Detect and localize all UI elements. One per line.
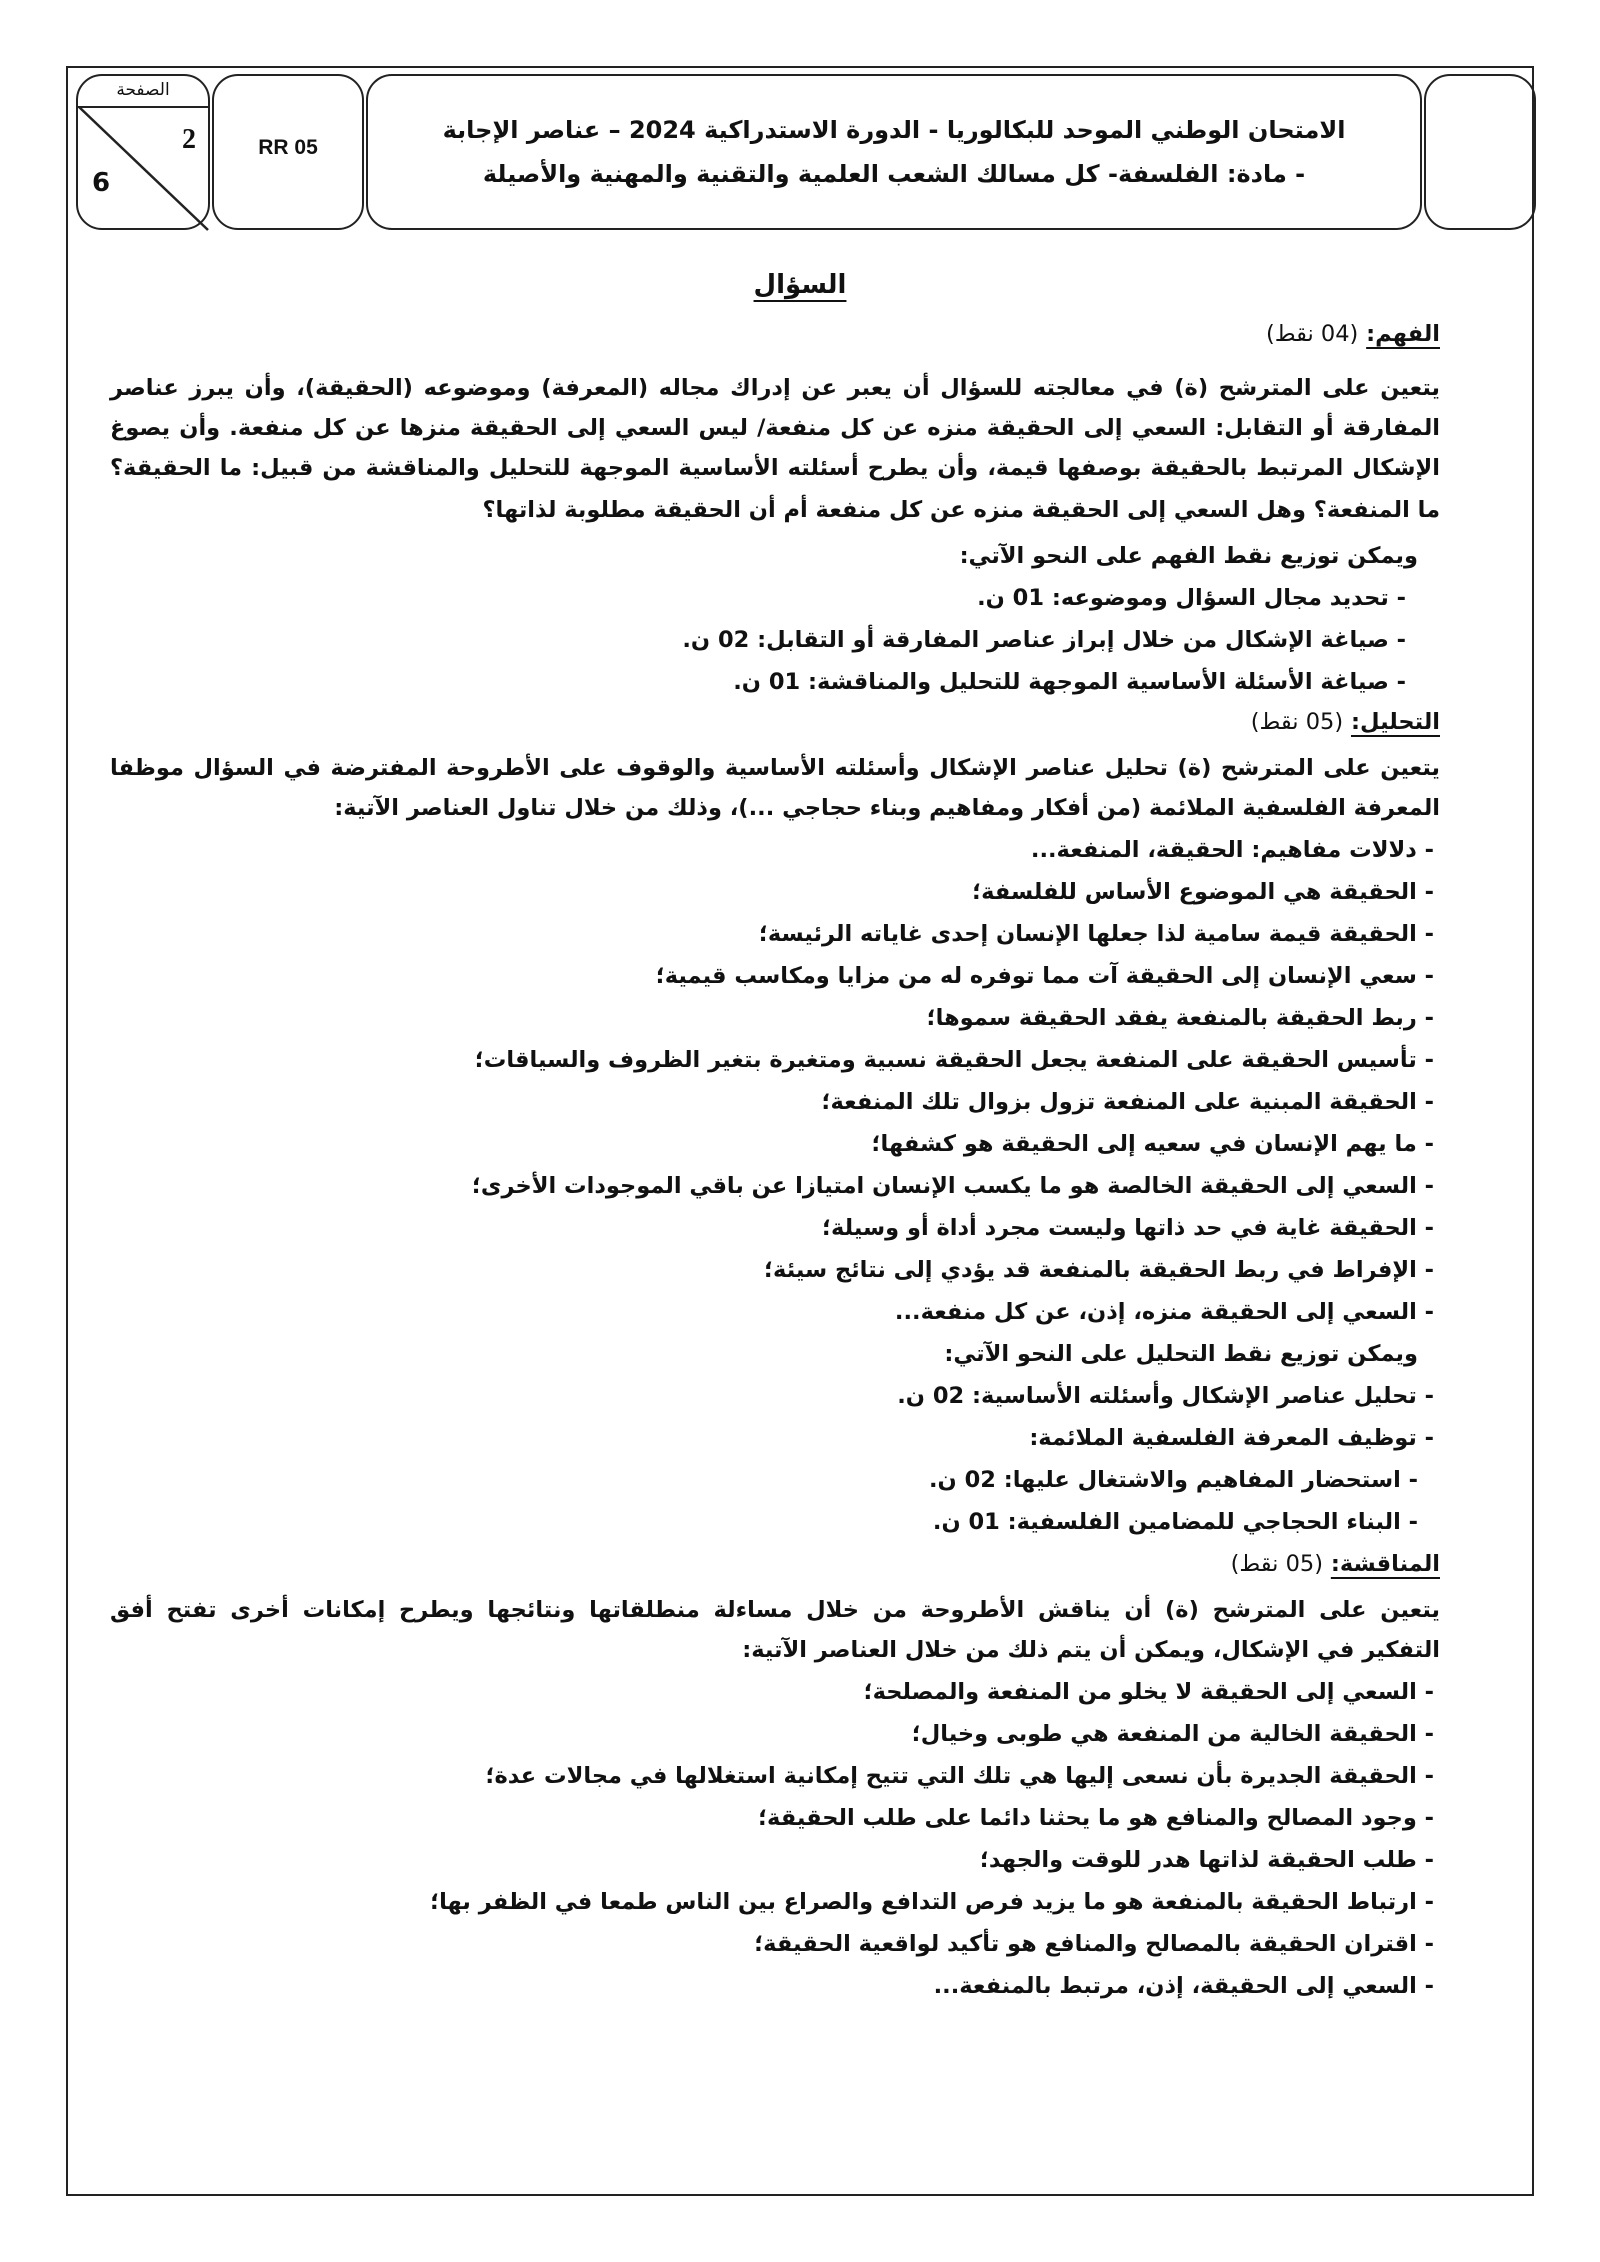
discussion-element: - الحقيقة الخالية من المنفعة هي طوبى وخيال؛ <box>911 1721 1434 1747</box>
analysis-element: - الحقيقة غاية في حد ذاتها وليست مجرد أداة أو وسيلة؛ <box>822 1215 1434 1241</box>
analysis-para-2: المعرفة الفلسفية الملائمة (من أفكار ومفاهيم وبناء حجاجي ...)، وذلك من خلال تناول العناصر الآتية: <box>334 795 1440 821</box>
discussion-element: - طلب الحقيقة لذاتها هدر للوقت والجهد؛ <box>979 1847 1434 1873</box>
comprehension-para-1: يتعين على المترشح (ة) في معالجته للسؤال أن يعبر عن إدراك مجاله (المعرفة) وموضوعه (الحقيقة)، وأن يبرز عناصر <box>110 375 1440 401</box>
discussion-element: - السعي إلى الحقيقة لا يخلو من المنفعة والمصلحة؛ <box>863 1679 1434 1705</box>
comprehension-item-2: - صياغة الإشكال من خلال إبراز عناصر المفارقة أو التقابل: 02 ن. <box>682 627 1406 653</box>
page-label: الصفحة <box>116 80 170 100</box>
analysis-item-2: - توظيف المعرفة الفلسفية الملائمة: <box>1029 1425 1434 1451</box>
page-current: 2 <box>182 124 196 155</box>
section-title: السؤال <box>753 270 847 300</box>
analysis-heading: التحليل: (05 نقط) <box>1250 709 1440 735</box>
discussion-para-2: التفكير في الإشكال، ويمكن أن يتم ذلك من خلال العناصر الآتية: <box>742 1637 1440 1663</box>
comprehension-distribution-intro: ويمكن توزيع نقط الفهم على النحو الآتي: <box>959 543 1418 569</box>
discussion-element: - اقتران الحقيقة بالمصالح والمنافع هو تأكيد لواقعية الحقيقة؛ <box>754 1931 1434 1957</box>
analysis-distribution-intro: ويمكن توزيع نقط التحليل على النحو الآتي: <box>944 1341 1418 1367</box>
page-total: 6 <box>92 168 111 198</box>
analysis-item-1: - تحليل عناصر الإشكال وأسئلته الأساسية: 02 ن. <box>897 1383 1434 1409</box>
analysis-element: - تأسيس الحقيقة على المنفعة يجعل الحقيقة نسبية ومتغيرة بتغير الظروف والسياقات؛ <box>474 1047 1434 1073</box>
analysis-element: - الإفراط في ربط الحقيقة بالمنفعة قد يؤدي إلى نتائج سيئة؛ <box>764 1257 1434 1283</box>
discussion-element: - ارتباط الحقيقة بالمنفعة هو ما يزيد فرص التدافع والصراع بين الناس طمعا في الظفر بها؛ <box>430 1889 1434 1915</box>
analysis-element: - الحقيقة المبنية على المنفعة تزول بزوال تلك المنفعة؛ <box>821 1089 1434 1115</box>
analysis-element: - السعي إلى الحقيقة منزه، إذن، عن كل منفعة... <box>894 1299 1434 1325</box>
discussion-heading: المناقشة: (05 نقط) <box>1230 1551 1440 1577</box>
exam-title-line1: الامتحان الوطني الموحد للبكالوريا - الدورة الاستدراكية 2024 – عناصر الإجابة <box>442 116 1346 144</box>
analysis-element: - الحقيقة قيمة سامية لذا جعلها الإنسان إحدى غاياته الرئيسة؛ <box>758 921 1434 947</box>
discussion-element: - السعي إلى الحقيقة، إذن، مرتبط بالمنفعة... <box>933 1973 1434 1999</box>
discussion-element: - وجود المصالح والمنافع هو ما يحثنا دائما على طلب الحقيقة؛ <box>758 1805 1434 1831</box>
analysis-element: - سعي الإنسان إلى الحقيقة آت مما توفره له من مزايا ومكاسب قيمية؛ <box>655 963 1434 989</box>
comprehension-item-1: - تحديد مجال السؤال وموضوعه: 01 ن. <box>977 585 1406 611</box>
analysis-element: - دلالات مفاهيم: الحقيقة، المنفعة... <box>1030 837 1434 863</box>
comprehension-para-3: الإشكال المرتبط بالحقيقة بوصفها قيمة، وأن يطرح أسئلته الأساسية الموجهة للتحليل والمناقشة من قبيل: ما الحقيقة؟ <box>110 455 1440 481</box>
exam-title-box <box>366 74 1422 230</box>
exam-title-line2: - مادة: الفلسفة- كل مسالك الشعب العلمية والتقنية والمهنية والأصيلة <box>482 160 1306 188</box>
comprehension-para-4: ما المنفعة؟ وهل السعي إلى الحقيقة منزه عن كل منفعة أم أن الحقيقة مطلوبة لذاتها؟ <box>482 497 1440 523</box>
page-number-box <box>76 74 210 230</box>
comprehension-heading: الفهم: (04 نقط) <box>1265 321 1440 347</box>
analysis-item-3: - استحضار المفاهيم والاشتغال عليها: 02 ن. <box>928 1467 1418 1493</box>
analysis-element: - ربط الحقيقة بالمنفعة يفقد الحقيقة سموها؛ <box>926 1005 1434 1031</box>
exam-code-box <box>212 74 364 230</box>
header-blank-box <box>1424 74 1536 230</box>
comprehension-item-3: - صياغة الأسئلة الأساسية الموجهة للتحليل والمناقشة: 01 ن. <box>733 669 1406 695</box>
discussion-para-1: يتعين على المترشح (ة) أن يناقش الأطروحة من خلال مساءلة منطلقاتها ونتائجها ويطرح إمكانات أخرى تفتح أفق <box>110 1597 1440 1623</box>
analysis-item-4: - البناء الحجاجي للمضامين الفلسفية: 01 ن. <box>932 1509 1418 1535</box>
comprehension-para-2: المفارقة أو التقابل: السعي إلى الحقيقة منزه عن كل منفعة/ ليس السعي إلى الحقيقة منزها عن كل منفعة. وأن يصوغ <box>110 415 1440 441</box>
analysis-para-1: يتعين على المترشح (ة) تحليل عناصر الإشكال وأسئلته الأساسية والوقوف على الأطروحة المفترضة في السؤال موظفا <box>110 755 1440 781</box>
analysis-element: - ما يهم الإنسان في سعيه إلى الحقيقة هو كشفها؛ <box>871 1131 1434 1157</box>
analysis-element: - الحقيقة هي الموضوع الأساس للفلسفة؛ <box>972 879 1434 905</box>
discussion-element: - الحقيقة الجديرة بأن نسعى إليها هي تلك التي تتيح إمكانية استغلالها في مجالات عدة؛ <box>485 1763 1434 1789</box>
exam-code: RR 05 <box>258 136 318 159</box>
analysis-element: - السعي إلى الحقيقة الخالصة هو ما يكسب الإنسان امتيازا عن باقي الموجودات الأخرى؛ <box>471 1173 1434 1199</box>
